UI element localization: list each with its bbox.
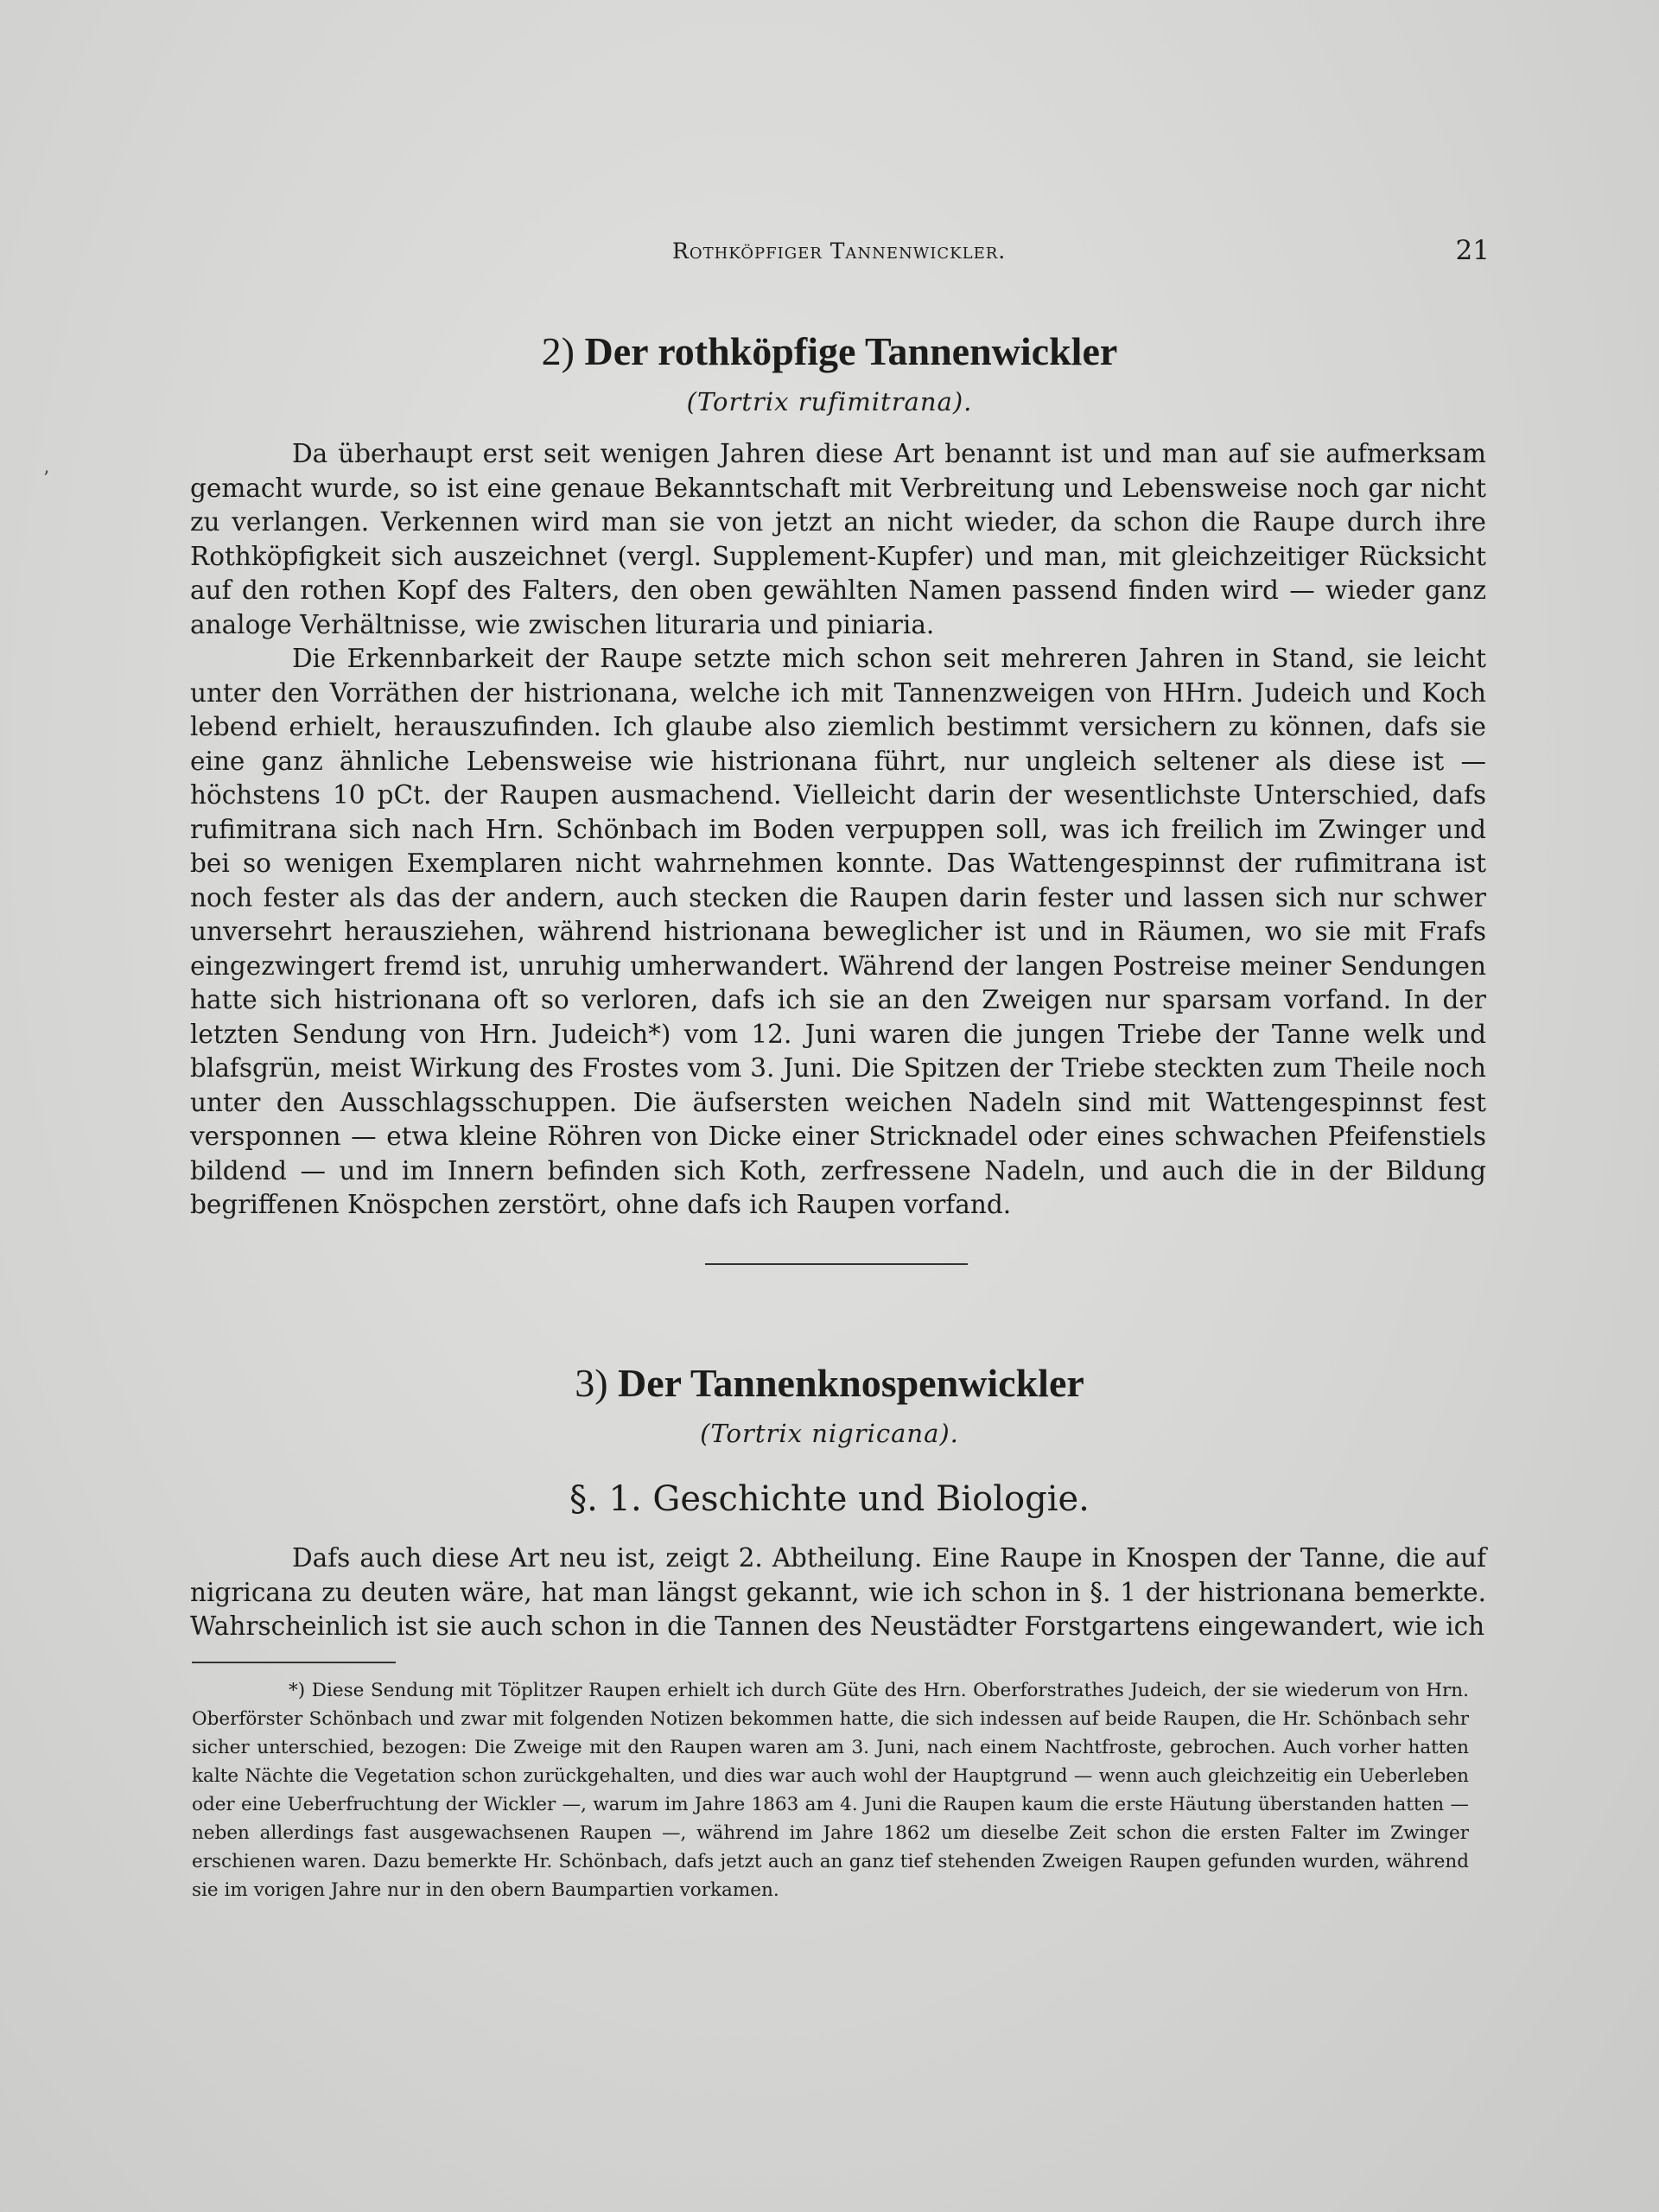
- section-separator: [705, 1263, 968, 1265]
- page-number: 21: [1455, 235, 1490, 266]
- section-2-title: Der rothköpfige Tannenwickler: [584, 329, 1118, 373]
- section-3-paragraph: Dafs auch diese Art neu ist, zeigt 2. Abtheilung. Eine Raupe in Knospen der Tanne, die auf nigricana zu deuten wäre, hat man längst gekannt, wie ich schon in §. 1 der histrionana bemerkte. Wahrscheinlich ist sie auch schon in die Tannen des Neustädter Forstgartens eingewandert, wie ich: [190, 1543, 1486, 1641]
- footnote: [192, 1676, 1469, 1904]
- section-2-number: 2): [541, 329, 575, 373]
- subsection-heading: §. 1. Geschichte und Biologie.: [569, 1479, 1090, 1519]
- margin-mark: ’: [43, 468, 49, 490]
- section-2-paragraph: Da überhaupt erst seit wenigen Jahren diese Art benannt ist und man auf sie aufmerksam gemacht wurde, so ist eine genaue Bekanntschaft mit Verbreitung und Lebensweise noch gar nicht zu verlangen. Verkennen wird man sie von jetzt an nicht wieder, da schon die Raupe durch ihre Rothköpfigkeit sich auszeichnet (vergl. Supplement-Kupfer) und man, mit gleichzeitiger Rücksicht auf den rothen Kopf des Falters, den oben gewählten Namen passend finden wird — wieder ganz analoge Verhältnisse, wie zwischen lituraria und piniaria.: [190, 439, 1486, 639]
- section-3-number: 3): [575, 1361, 608, 1405]
- section-3-title: Der Tannenknospenwickler: [618, 1361, 1084, 1405]
- section-2-paragraph: Die Erkennbarkeit der Raupe setzte mich schon seit mehreren Jahren in Stand, sie leicht unter den Vorräthen der histrionana, welche ich mit Tannenzweigen von HHrn. Judeich und Koch lebend erhielt, herauszufinden. Ich glaube also ziemlich bestimmt versichern zu können, dafs sie eine ganz ähnliche Lebensweise wie histrionana führt, nur ungleich seltener als diese ist — höchstens 10 pCt. der Raupen ausmachend. Vielleicht darin der wesentlichste Unterschied, dafs rufimitrana sich nach Hrn. Schönbach im Boden verpuppen soll, was ich freilich im Zwinger und bei so wenigen Exemplaren nicht wahrnehmen konnte. Das Wattengespinnst der rufimitrana ist noch fester als das der andern, auch stecken die Raupen darin fester und lassen sich nur schwer unversehrt herausziehen, während histrionana beweglicher ist und in Räumen, wo sie mit Frafs eingezwingert fremd ist, unruhig umherwandert. Während der langen Postreise meiner Sendungen hatte sich histrionana oft so verloren, dafs ich sie an den Zweigen nur sparsam vorfand. In der letzten Sendung von Hrn. Judeich*) vom 12. Juni waren die jungen Triebe der Tanne welk und blafsgrün, meist Wirkung des Frostes vom 3. Juni. Die Spitzen der Triebe steckten zum Theile noch unter den Ausschlagsschuppen. Die äufsersten weichen Nadeln sind mit Wattengespinnst fest versponnen — etwa kleine Röhren von Dicke einer Stricknadel oder eines schwachen Pfeifenstiels bildend — und im Innern befinden sich Koth, zerfressene Nadeln, und auch die in der Bildung begriffenen Knöspchen zerstört, ohne dafs ich Raupen vorfand.: [190, 644, 1486, 1219]
- footnote-text: *) Diese Sendung mit Töplitzer Raupen erhielt ich durch Güte des Hrn. Oberforstrathes Judeich, der sie wiederum von Hrn. Oberförster Schönbach und zwar mit folgenden Notizen bekommen hatte, die sich indessen auf beide Raupen, die Hr. Schönbach sehr sicher unterschied, bezogen: Die Zweige mit den Raupen waren am 3. Juni, nach einem Nachtfroste, gebrochen. Auch vorher hatten kalte Nächte die Vegetation schon zurückgehalten, und dies war auch wohl der Hauptgrund — wenn auch gleichzeitig ein Ueberleben oder eine Ueberfruchtung der Wickler —, warum im Jahre 1863 am 4. Juni die Raupen kaum die erste Häutung überstanden hatten — neben allerdings fast ausgewachsenen Raupen —, während im Jahre 1862 um dieselbe Zeit schon die ersten Falter im Zwinger erschienen waren. Dazu bemerkte Hr. Schönbach, dafs jetzt auch an ganz tief stehenden Zweigen Raupen gefunden wurden, während sie im vorigen Jahre nur in den obern Baumpartien vorkamen.: [192, 1680, 1469, 1901]
- section-3-heading: [0, 1360, 1659, 1406]
- section-3-species: (Tortrix nigricana).: [700, 1419, 959, 1448]
- running-head: Rothköpfiger Tannenwickler.: [672, 238, 1007, 264]
- section-2-body: [190, 437, 1486, 1223]
- footnote-rule: [192, 1662, 396, 1663]
- section-2-heading: [0, 328, 1659, 374]
- section-2-species: (Tortrix rufimitrana).: [686, 387, 973, 416]
- section-3-body: [190, 1541, 1486, 1644]
